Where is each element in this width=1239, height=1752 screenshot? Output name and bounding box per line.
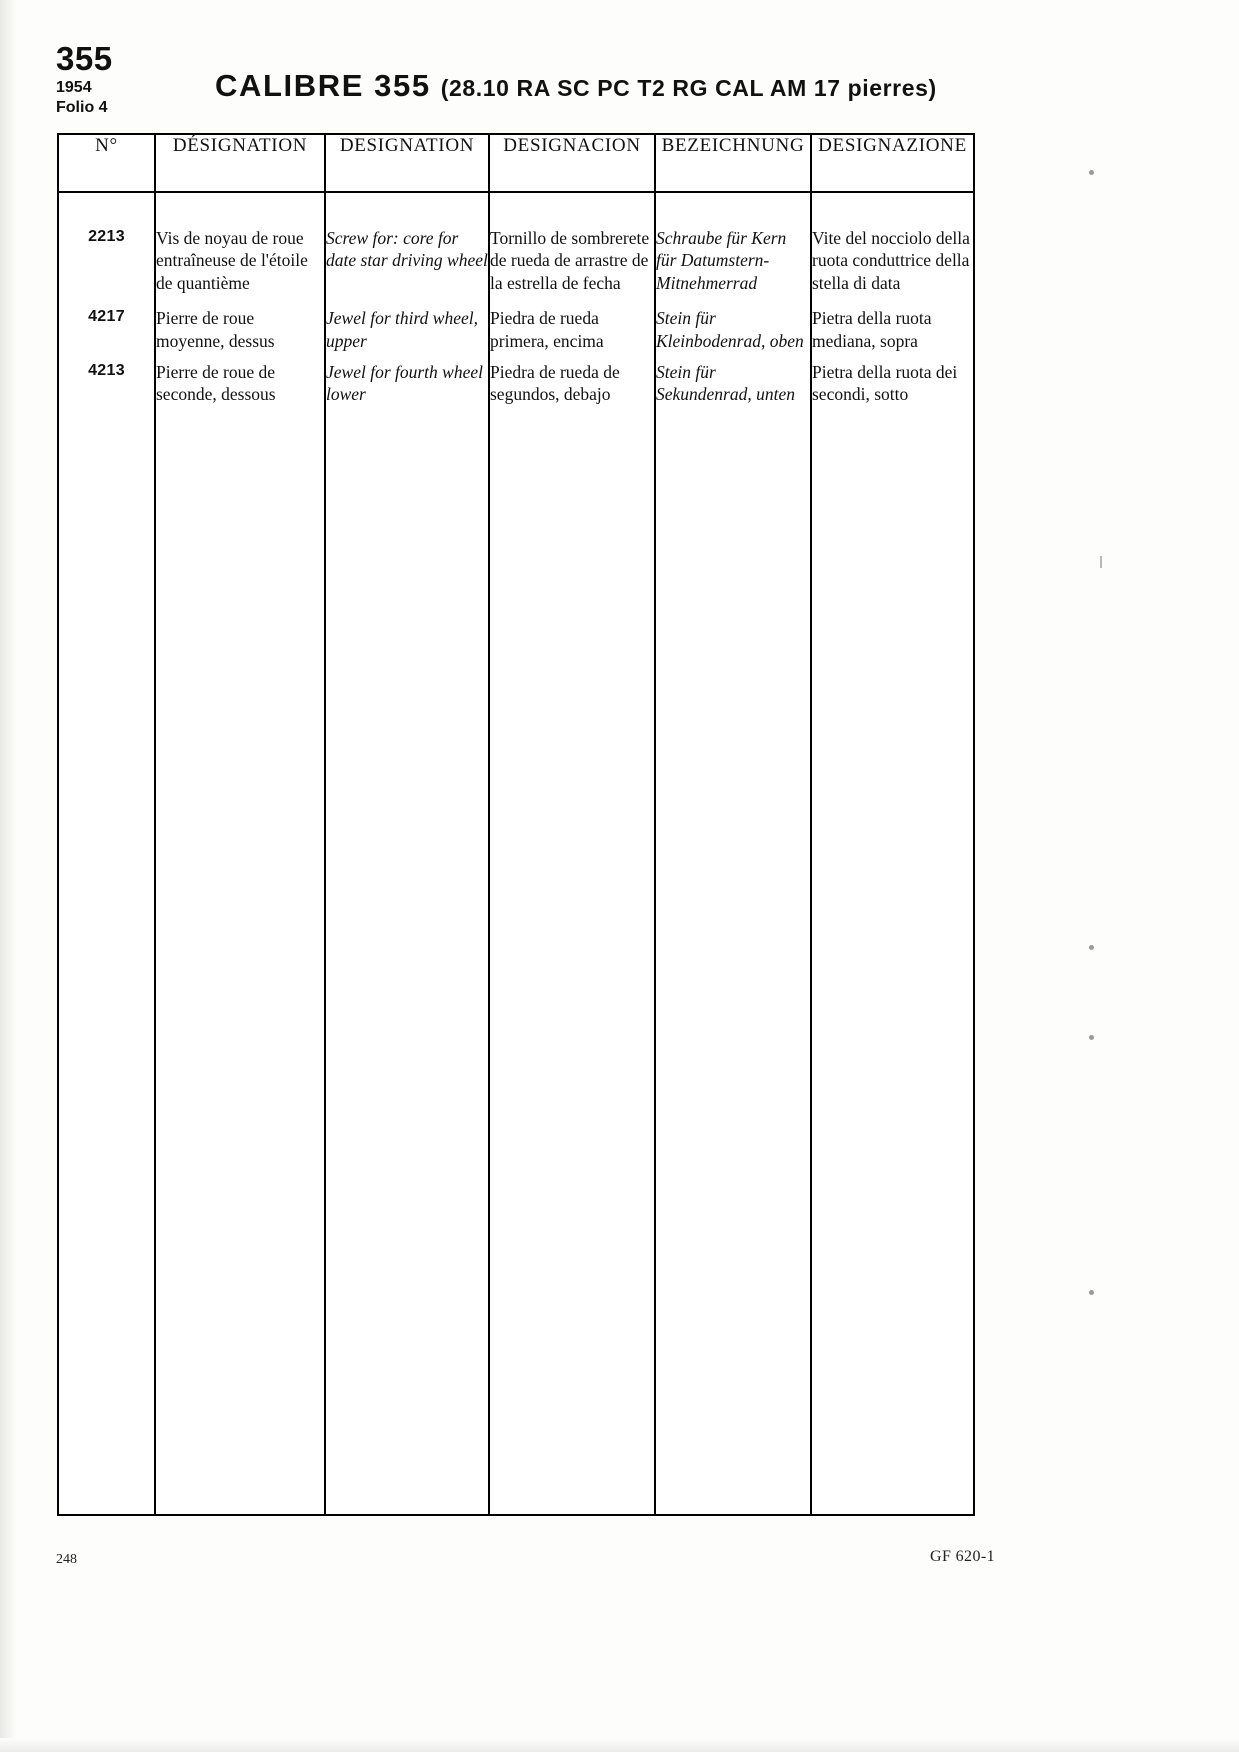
designation-de: Stein für Sekundenrad, unten — [655, 361, 811, 414]
scan-edge-bottom — [0, 1738, 1239, 1752]
scan-edge-left — [0, 0, 16, 1752]
designation-en: Jewel for third wheel, upper — [325, 307, 489, 360]
column-header-de: BEZEICHNUNG — [655, 135, 811, 192]
empty-cell — [811, 414, 973, 1514]
designation-en: Jewel for fourth wheel lower — [325, 361, 489, 414]
page-title — [215, 68, 937, 104]
designation-it: Vite del nocciolo della ruota conduttrice della stella di data — [812, 228, 970, 293]
registration-mark — [1089, 1290, 1094, 1295]
spacer-cell — [655, 192, 811, 227]
designation-fr: Vis de noyau de roue entraîneuse de l'étoile de quantième — [155, 227, 325, 307]
spacer-cell — [489, 192, 655, 227]
registration-mark — [1089, 1035, 1094, 1040]
parts-table-container — [57, 133, 975, 1516]
column-header-fr: DÉSIGNATION — [155, 135, 325, 192]
registration-mark — [1089, 945, 1094, 950]
table-row — [59, 307, 973, 360]
parts-table — [59, 135, 973, 1514]
folio-number: 355 — [56, 40, 113, 77]
designation-de: Schraube für Kern für Datumstern-Mitnehmerrad — [655, 227, 811, 307]
designation-es: Piedra de rueda de segundos, debajo — [489, 361, 655, 414]
calibre-spec: (28.10 RA SC PC T2 RG CAL AM 17 pierres) — [440, 75, 937, 101]
empty-cell — [655, 414, 811, 1514]
table-top-spacer — [59, 192, 973, 227]
spacer-cell — [811, 192, 973, 227]
table-empty-area — [59, 414, 973, 1514]
empty-cell — [489, 414, 655, 1514]
folio-label: Folio 4 — [56, 99, 108, 117]
spacer-cell — [155, 192, 325, 227]
spacer-cell — [59, 192, 155, 227]
part-number: 4217 — [59, 307, 155, 360]
page-number: 248 — [56, 1552, 77, 1567]
column-header-no: N° — [59, 135, 155, 192]
empty-cell — [325, 414, 489, 1514]
table-row — [59, 361, 973, 414]
registration-mark — [1089, 170, 1094, 175]
designation-es: Tornillo de sombrerete de rueda de arrastre de la estrella de fecha — [489, 227, 655, 307]
table-header-row — [59, 135, 973, 192]
column-header-es: DESIGNACION — [489, 135, 655, 192]
empty-cell — [155, 414, 325, 1514]
designation-es: Piedra de rueda primera, encima — [489, 307, 655, 360]
spacer-cell — [325, 192, 489, 227]
calibre-title: CALIBRE 355 — [215, 68, 431, 103]
page-header — [0, 0, 1239, 130]
column-header-it: DESIGNAZIONE — [811, 135, 973, 192]
folio-year: 1954 — [56, 78, 92, 96]
part-number: 4213 — [59, 361, 155, 414]
designation-de: Stein für Kleinbodenrad, oben — [655, 307, 811, 360]
part-number: 2213 — [59, 227, 155, 307]
designation-fr: Pierre de roue moyenne, dessus — [155, 307, 325, 360]
table-row — [59, 227, 973, 307]
designation-it: Pietra della ruota dei secondi, sotto — [812, 361, 958, 404]
designation-fr: Pierre de roue de seconde, dessous — [155, 361, 325, 414]
column-header-en: DESIGNATION — [325, 135, 489, 192]
folio-block — [56, 42, 206, 117]
registration-tick — [1100, 556, 1102, 568]
empty-cell — [59, 414, 155, 1514]
designation-it: Pietra della ruota mediana, sopra — [812, 308, 932, 351]
document-reference: GF 620-1 — [930, 1548, 995, 1565]
designation-en: Screw for: core for date star driving wheel — [325, 227, 489, 307]
